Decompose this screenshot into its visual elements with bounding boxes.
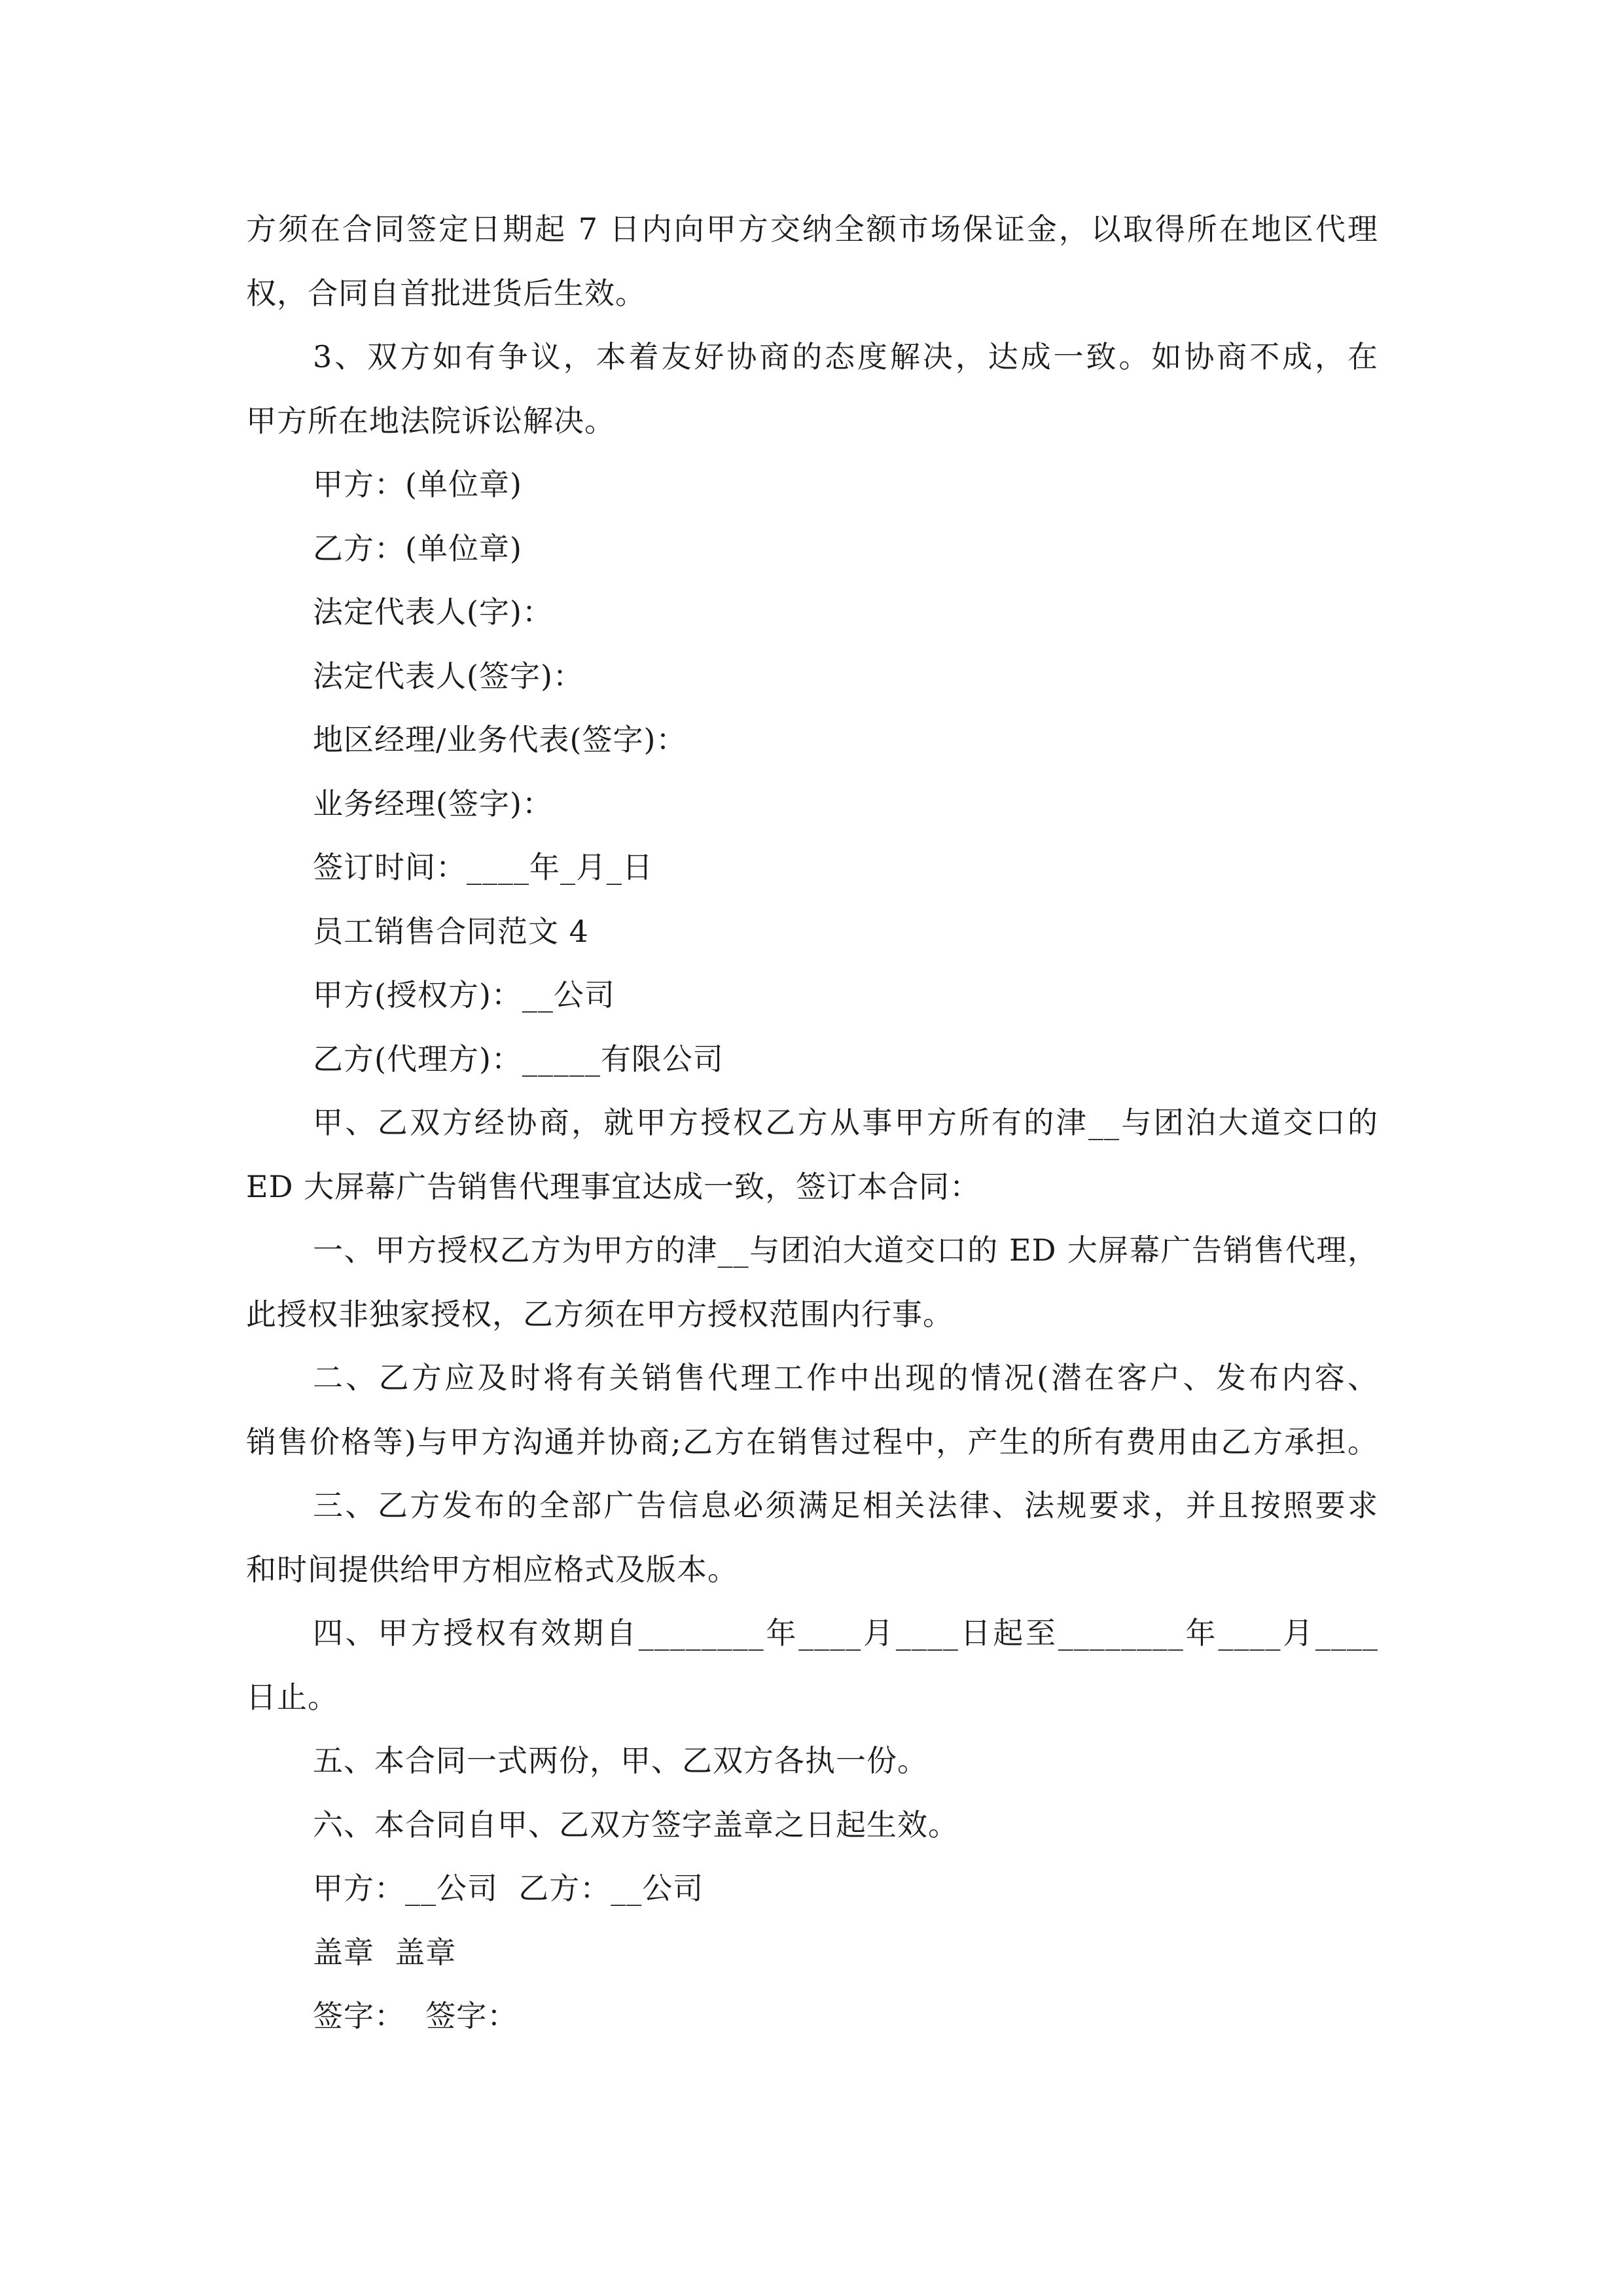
- document-line: 和时间提供给甲方相应格式及版本。: [246, 1551, 738, 1587]
- document-line: 法定代表人(签字)：: [313, 658, 584, 694]
- document-line: 日止。: [246, 1679, 338, 1715]
- document-line: 甲、乙双方经协商，就甲方授权乙方从事甲方所有的津__与团泊大道交口的: [313, 1105, 1378, 1140]
- document-line: 甲方：__公司 乙方：__公司: [313, 1871, 704, 1906]
- document-page: [246, 198, 1378, 2049]
- document-line: 乙方：(单位章): [313, 530, 522, 566]
- document-line: 五、本合同一式两份，甲、乙双方各执一份。: [313, 1743, 928, 1778]
- document-line: 法定代表人(字)：: [313, 594, 553, 630]
- document-line: 六、本合同自甲、乙双方签字盖章之日起生效。: [313, 1806, 959, 1842]
- document-line: 签订时间：____年_月_日: [313, 850, 653, 885]
- document-line: 此授权非独家授权，乙方须在甲方授权范围内行事。: [246, 1296, 954, 1332]
- document-line: 甲方(授权方)：__公司: [313, 977, 615, 1013]
- document-line: 乙方(代理方)：_____有限公司: [313, 1041, 724, 1077]
- document-line: 地区经理/业务代表(签字)：: [313, 722, 687, 757]
- document-line: 员工销售合同范文 4: [313, 913, 589, 949]
- document-line: 二、乙方应及时将有关销售代理工作中出现的情况(潜在客户、发布内容、: [313, 1360, 1378, 1395]
- document-line: 业务经理(签字)：: [313, 785, 553, 821]
- document-line: 3、双方如有争议，本着友好协商的态度解决，达成一致。如协商不成，在: [313, 339, 1378, 374]
- document-line: 权，合同自首批进货后生效。: [246, 275, 646, 311]
- document-line: 销售价格等)与甲方沟通并协商;乙方在销售过程中，产生的所有费用由乙方承担。: [246, 1424, 1378, 1460]
- document-line: 甲方所在地法院诉讼解决。: [246, 403, 615, 439]
- document-line: 方须在合同签定日期起 7 日内向甲方交纳全额市场保证金，以取得所在地区代理: [246, 211, 1378, 247]
- document-line: 签字： 签字：: [313, 1998, 518, 2034]
- document-line: 甲方：(单位章): [313, 467, 522, 502]
- document-line: 盖章 盖章: [313, 1934, 457, 1970]
- document-line: 四、甲方授权有效期自________年____月____日起至________年____月____: [313, 1615, 1378, 1651]
- document-line: 一、甲方授权乙方为甲方的津__与团泊大道交口的 ED 大屏幕广告销售代理，: [313, 1232, 1378, 1268]
- document-line: ED 大屏幕广告销售代理事宜达成一致，签订本合同：: [246, 1168, 981, 1204]
- document-line: 三、乙方发布的全部广告信息必须满足相关法律、法规要求，并且按照要求: [313, 1488, 1378, 1523]
